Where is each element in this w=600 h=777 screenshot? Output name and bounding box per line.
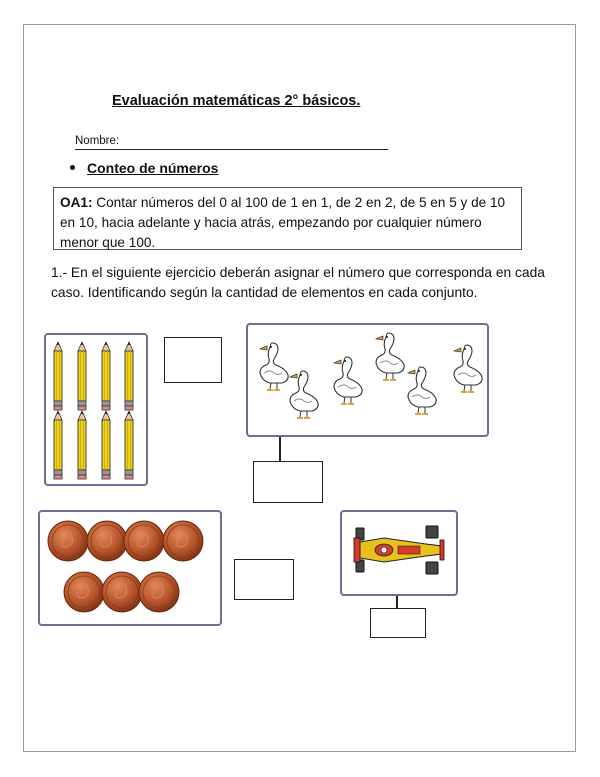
goose-icon — [334, 357, 362, 404]
coin-icon — [102, 572, 142, 612]
goose-icon — [454, 345, 482, 392]
race-car-illustration — [342, 512, 456, 594]
pencil-icon — [78, 411, 86, 479]
objective-code: OA1: — [60, 195, 93, 210]
pencil-icon — [78, 342, 86, 410]
goose-icon — [376, 333, 404, 380]
coin-set-frame — [38, 510, 222, 626]
pencils-illustration — [46, 335, 146, 484]
coin-icon — [64, 572, 104, 612]
pencil-icon — [125, 342, 133, 410]
pencil-icon — [102, 342, 110, 410]
instruction-text: 1.- En el siguiente ejercicio deberán asignar el número que corresponda en cada caso. Identificando según la cantidad de elementos en cada conjunto. — [51, 265, 545, 300]
bullet-icon — [70, 165, 75, 170]
section-heading — [70, 160, 218, 176]
car-answer-box[interactable] — [370, 608, 426, 638]
objective-text: Contar números del 0 al 100 de 1 en 1, de 2 en 2, de 5 en 5 y de 10 en 10, hacia adelante y hacia atrás, empezando por cualquier número menor que 100. — [60, 195, 506, 250]
page-title: Evaluación matemáticas 2° básicos. — [112, 93, 361, 109]
coin-icon — [124, 521, 164, 561]
pencil-icon — [125, 411, 133, 479]
pencil-icon — [54, 342, 62, 410]
goose-icon — [408, 367, 436, 414]
name-field[interactable] — [75, 135, 388, 150]
section-title: Conteo de números — [87, 160, 219, 176]
geese-illustration — [248, 325, 487, 435]
coins-illustration — [40, 512, 220, 624]
coin-icon — [87, 521, 127, 561]
coin-icon — [139, 572, 179, 612]
objective-box — [53, 187, 522, 250]
coin-answer-box[interactable] — [234, 559, 294, 600]
goose-set-frame — [246, 323, 489, 437]
goose-connector-line — [279, 437, 281, 462]
coin-icon — [163, 521, 203, 561]
pencil-icon — [54, 411, 62, 479]
pencil-answer-box[interactable] — [164, 337, 222, 383]
car-set-frame — [340, 510, 458, 596]
goose-icon — [260, 343, 288, 390]
pencil-icon — [102, 411, 110, 479]
goose-answer-box[interactable] — [253, 461, 323, 503]
coin-icon — [48, 521, 88, 561]
race-car-icon — [354, 526, 444, 574]
pencil-set-frame — [44, 333, 148, 486]
name-label: Nombre: — [75, 135, 120, 147]
goose-icon — [290, 371, 318, 418]
